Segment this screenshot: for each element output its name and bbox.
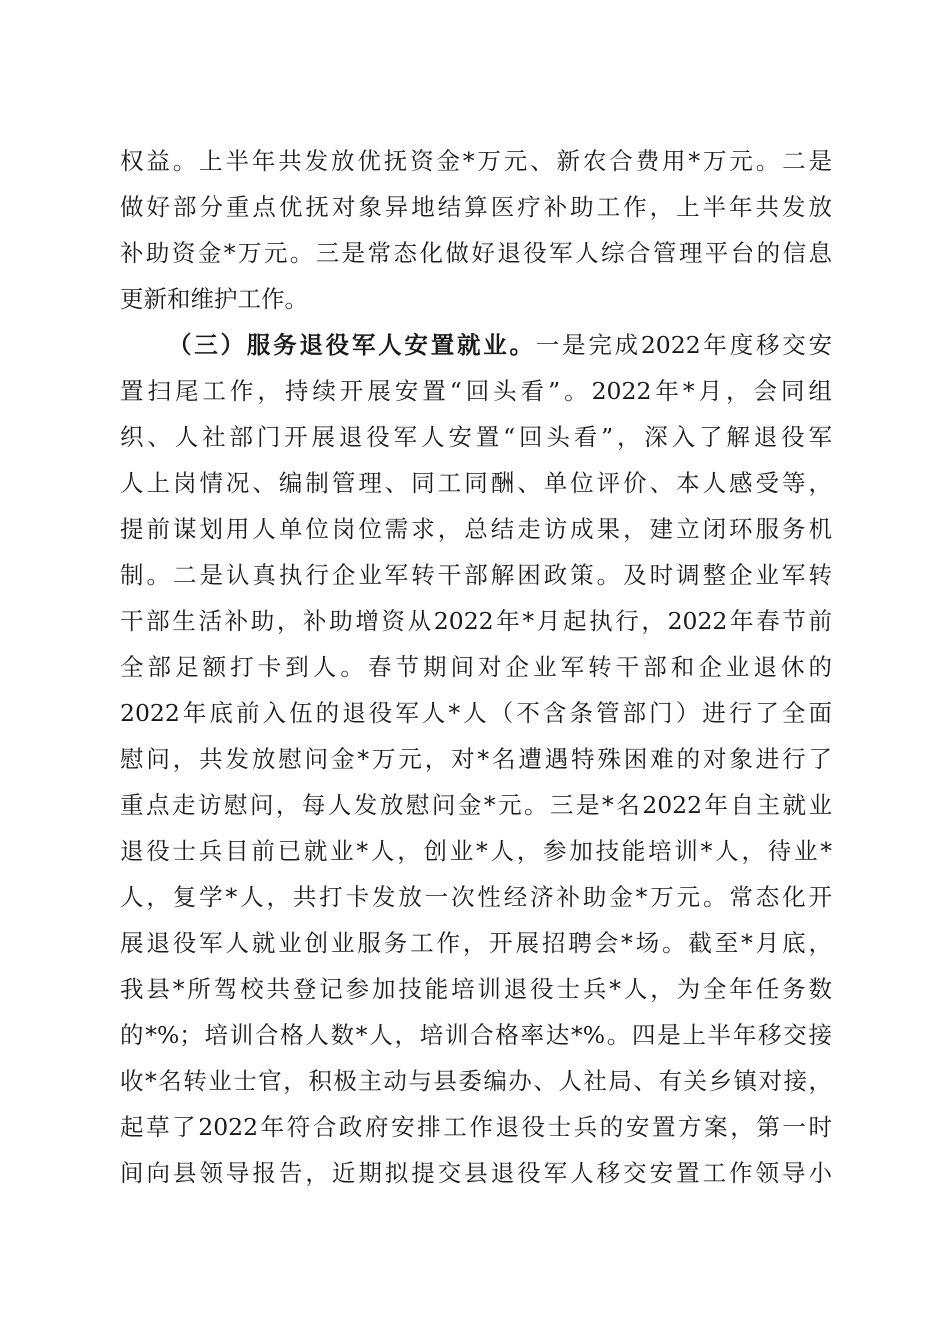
section-first-line-text: 一是完成2022年度移交安 <box>535 331 833 359</box>
text-line: 做好部分重点优抚对象异地结算医疗补助工作，上半年共发放 <box>120 193 832 221</box>
text-line: 退役士兵目前已就业*人，创业*人，参加技能培训*人，待业* <box>120 837 832 865</box>
section-heading: （三）服务退役军人安置就业。 <box>168 331 536 359</box>
text-line: 全部足额打卡到人。春节期间对企业军转干部和企业退休的 <box>120 653 832 681</box>
text-line: 更新和维护工作。 <box>120 285 308 313</box>
text-line: 干部生活补助，补助增资从2022年*月起执行，2022年春节前 <box>120 607 832 635</box>
text-line: 人，复学*人，共打卡发放一次性经济补助金*万元。常态化开 <box>120 883 832 911</box>
text-line: 展退役军人就业创业服务工作，开展招聘会*场。截至*月底， <box>120 929 832 957</box>
text-line: 慰问，共发放慰问金*万元，对*名遭遇特殊困难的对象进行了 <box>120 745 832 773</box>
text-line: 提前谋划用人单位岗位需求，总结走访成果，建立闭环服务机 <box>120 515 832 543</box>
text-line: 人上岗情况、编制管理、同工同酬、单位评价、本人感受等， <box>120 469 832 497</box>
section-first-line <box>168 330 832 360</box>
text-line: 制。二是认真执行企业军转干部解困政策。及时调整企业军转 <box>120 561 832 589</box>
text-line: 2022年底前入伍的退役军人*人（不含条管部门）进行了全面 <box>120 699 832 727</box>
text-line: 间向县领导报告，近期拟提交县退役军人移交安置工作领导小 <box>120 1159 832 1187</box>
text-line: 重点走访慰问，每人发放慰问金*元。三是*名2022年自主就业 <box>120 791 832 819</box>
text-line: 织、人社部门开展退役军人安置“回头看”，深入了解退役军 <box>120 423 832 451</box>
text-line: 权益。上半年共发放优抚资金*万元、新农合费用*万元。二是 <box>120 147 832 175</box>
text-line: 起草了2022年符合政府安排工作退役士兵的安置方案，第一时 <box>120 1113 832 1141</box>
text-line: 补助资金*万元。三是常态化做好退役军人综合管理平台的信息 <box>120 239 832 267</box>
text-line: 收*名转业士官，积极主动与县委编办、人社局、有关乡镇对接， <box>120 1067 832 1095</box>
text-line: 的*%；培训合格人数*人，培训合格率达*%。四是上半年移交接 <box>120 1021 832 1049</box>
text-line: 我县*所驾校共登记参加技能培训退役士兵*人，为全年任务数 <box>120 975 832 1003</box>
text-line: 置扫尾工作，持续开展安置“回头看”。2022年*月，会同组 <box>120 377 832 405</box>
